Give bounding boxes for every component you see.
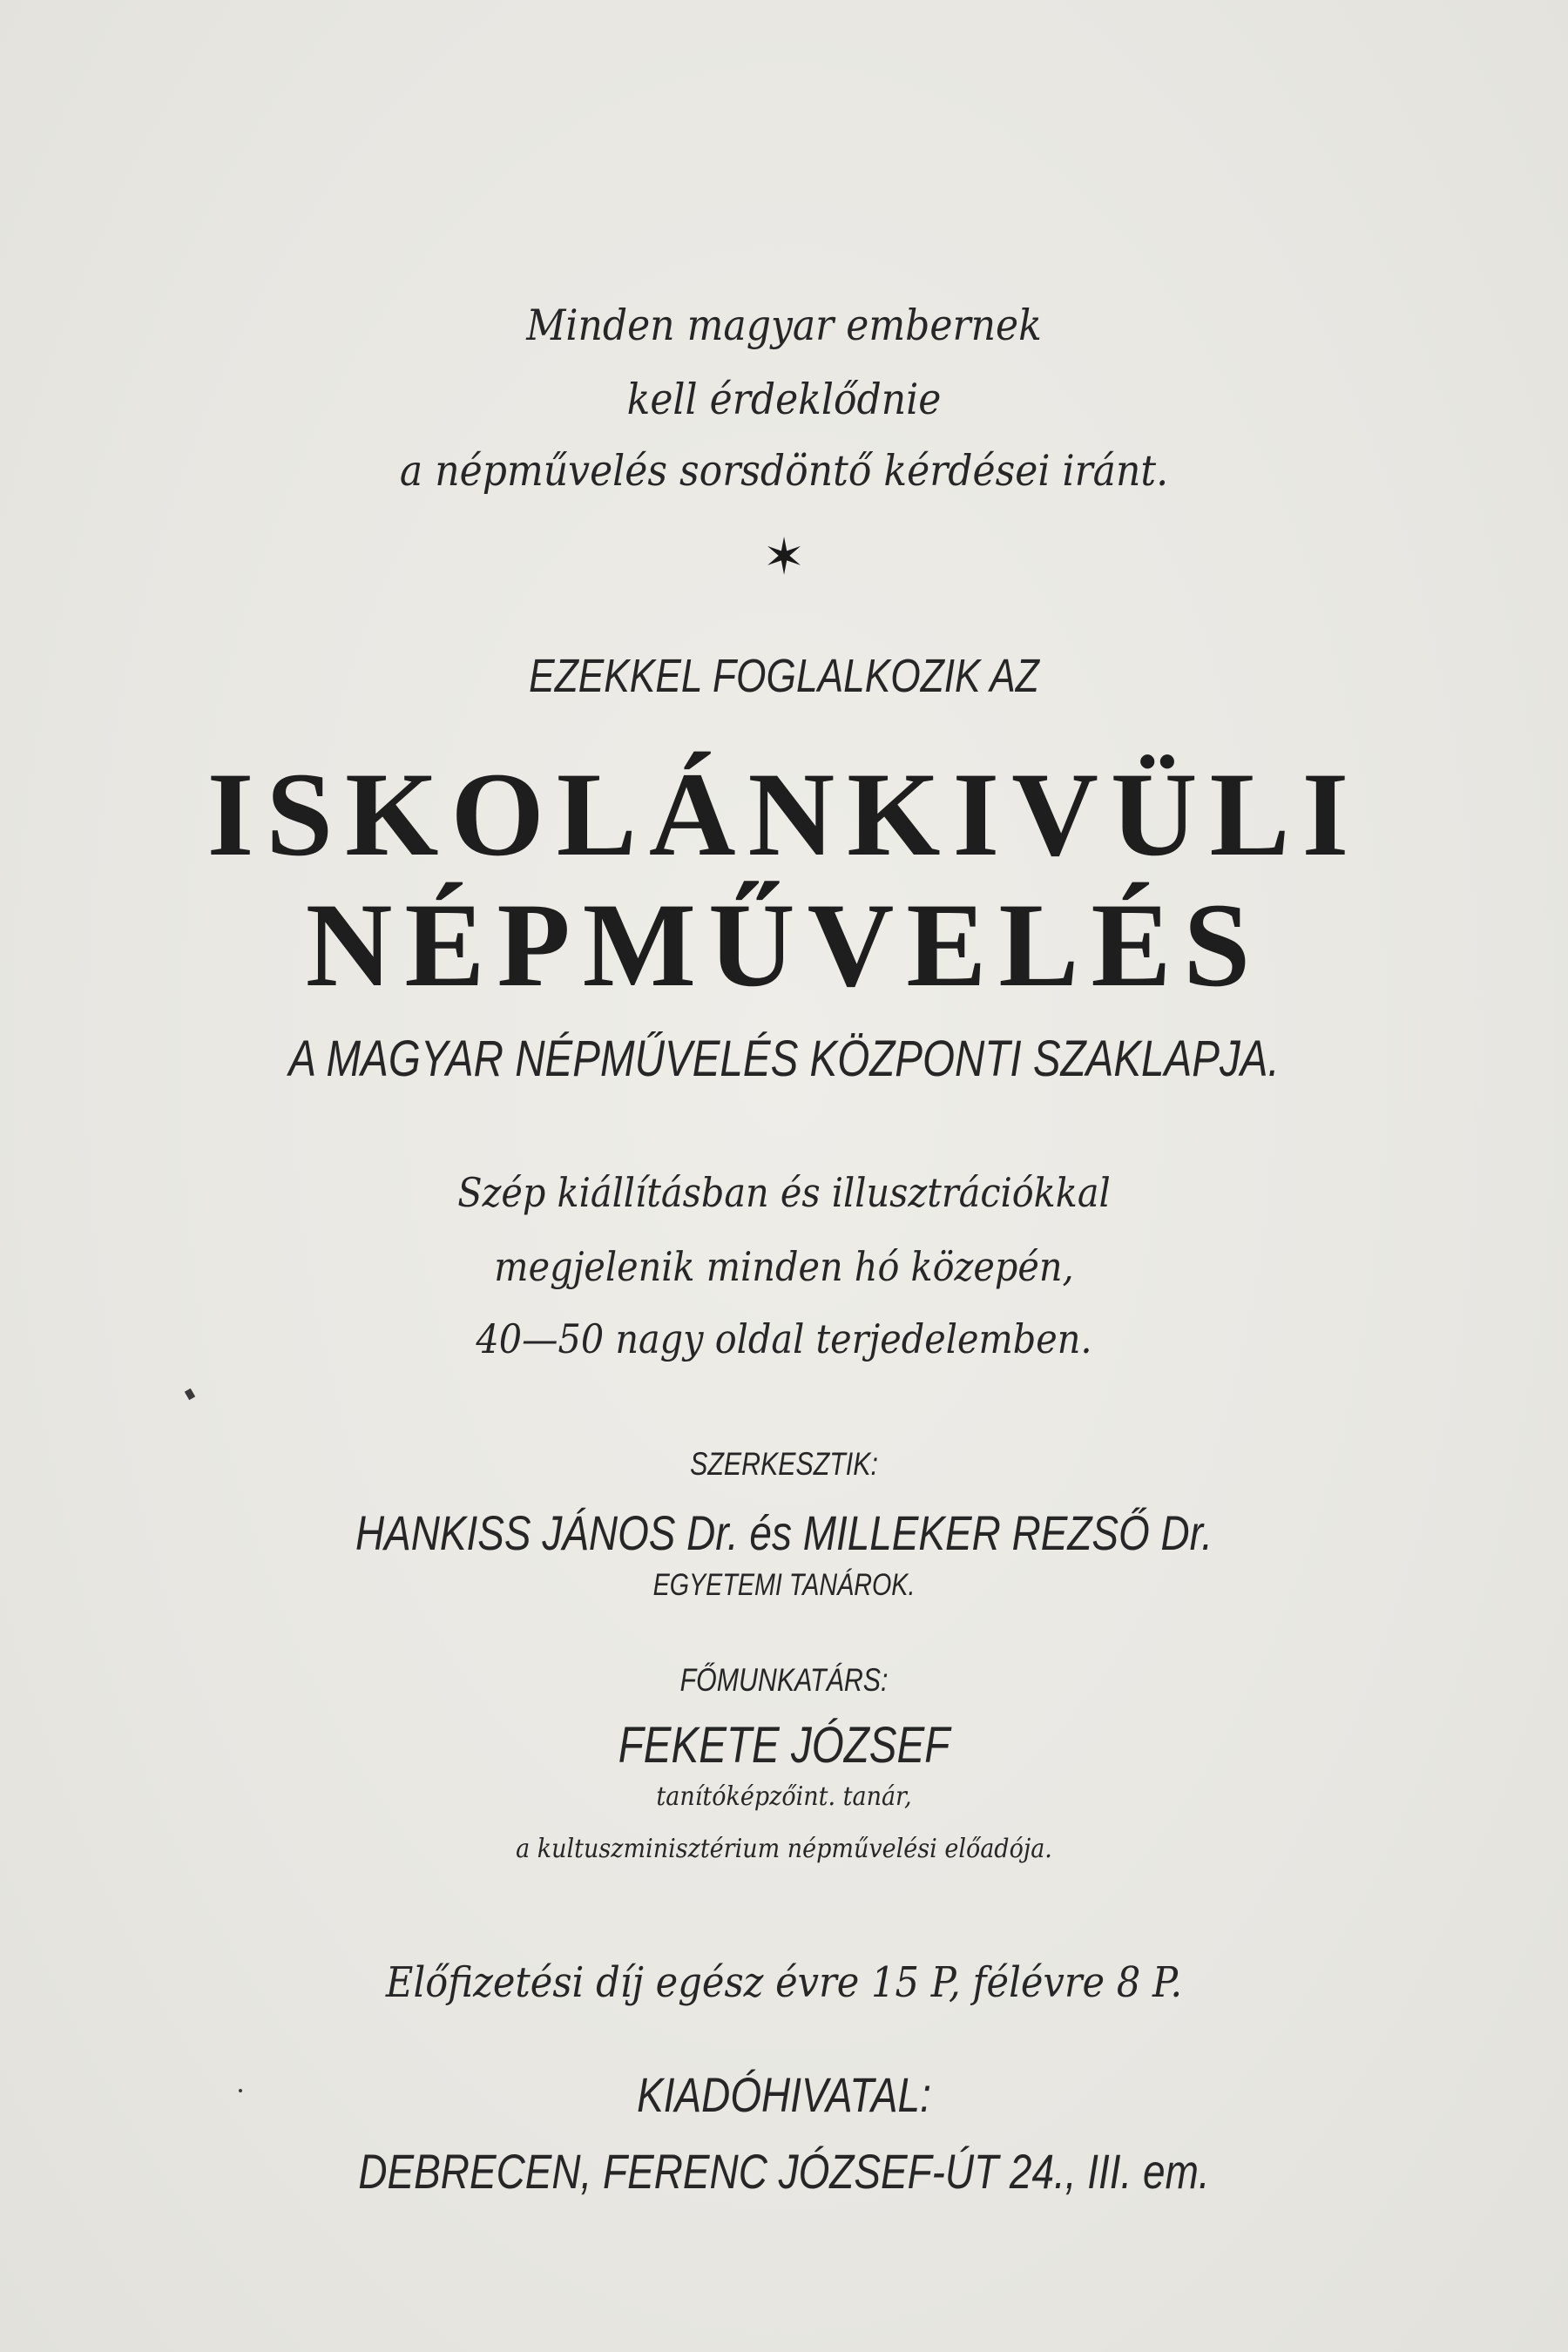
ink-speck	[185, 1389, 195, 1401]
subject-line: EZEKKEL FOGLALKOZIK AZ	[529, 650, 1039, 702]
star-icon: ✶	[762, 527, 806, 586]
title-line-2: NÉPMŰVELÉS	[305, 878, 1263, 1011]
intro-line-3: a népművelés sorsdöntő kérdései iránt.	[399, 446, 1169, 496]
description-line-1: Szép kiállításban és illusztrációkkal	[457, 1169, 1111, 1216]
editors-label: SZERKESZTIK:	[690, 1446, 878, 1482]
chief-associate-role-2: a kultuszminisztérium népművelési előadója.	[516, 1834, 1052, 1864]
publisher-address: DEBRECEN, FERENC JÓZSEF-ÚT 24., III. em.	[358, 2144, 1210, 2199]
description-line-3: 40—50 nagy oldal terjedelemben.	[476, 1315, 1092, 1362]
subtitle: A MAGYAR NÉPMŰVELÉS KÖZPONTI SZAKLAPJA.	[288, 1031, 1280, 1087]
description-line-2: megjelenik minden hó közepén,	[494, 1243, 1074, 1290]
subscription-price: Előfizetési díj egész évre 15 P, félévre 8 P.	[385, 1958, 1183, 2007]
title-line-1: ISKOLÁNKIVÜLI	[206, 747, 1362, 881]
chief-associate-name: FEKETE JÓZSEF	[618, 1717, 950, 1774]
publisher-label: KIADÓHIVATAL:	[637, 2067, 931, 2122]
editors-names: HANKISS JÁNOS Dr. és MILLEKER REZSŐ Dr.	[355, 1505, 1213, 1560]
editors-role: EGYETEMI TANÁROK.	[652, 1568, 916, 1602]
intro-line-2: kell érdeklődnie	[626, 375, 942, 424]
ink-speck	[239, 2089, 242, 2092]
intro-line-1: Minden magyar embernek	[526, 301, 1042, 350]
chief-associate-role-1: tanítóképzőint. tanár,	[656, 1781, 912, 1812]
chief-associate-label: FŐMUNKATÁRS:	[679, 1662, 889, 1698]
